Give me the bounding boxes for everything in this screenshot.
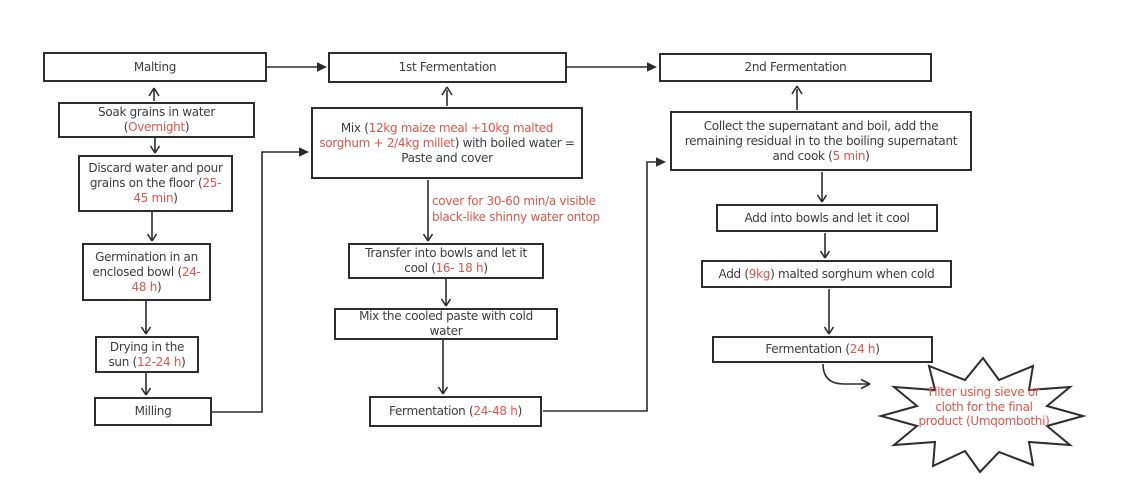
arrow-fermentation24-to-starburst (823, 364, 870, 389)
flow-box-germination (82, 243, 211, 301)
flow-box-1st-fermentation-label: 1st Fermentation (398, 60, 497, 74)
flow-box-drying-label: Drying in the sun (12-24 h) (108, 339, 186, 369)
flow-box-2nd-fermentation-label: 2nd Fermentation (744, 60, 847, 74)
flow-box-fermentation-24-label: Fermentation (24 h) (765, 342, 880, 356)
flow-box-2nd-fermentation (659, 53, 932, 82)
arrow-collect-to-addbowls (818, 172, 827, 202)
flow-box-soak-grains-label: Soak grains in water (Overnight) (98, 105, 215, 134)
arrow-collect-to-2nd-fermentation (792, 86, 802, 110)
flow-box-germination-label: Germination in an enclosed bowl (24-48 h) (92, 249, 201, 294)
arrow-soak-to-malting (149, 88, 159, 101)
arrow-germination-to-drying (142, 301, 151, 334)
flow-box-milling (94, 397, 212, 426)
flow-box-fermentation-24 (712, 336, 933, 363)
flow-box-mix-cooled-paste-label: Mix the cooled paste with cold water (359, 309, 533, 338)
arrow-drying-to-milling (142, 373, 151, 395)
flow-box-fermentation-24-48-label: Fermentation (24-48 h) (389, 404, 522, 418)
arrow-add9kg-to-fermentation24 (825, 289, 834, 334)
flow-box-add-9kg-sorghum-label: Add (9kg) malted sorghum when cold (718, 266, 935, 281)
flow-box-malting-label: Malting (133, 59, 177, 74)
flow-box-discard-water (78, 155, 233, 212)
flow-box-add-9kg-sorghum (701, 260, 952, 288)
flow-box-soak-grains (58, 102, 255, 138)
flow-box-malting (43, 52, 267, 82)
arrow-1st-to-2nd-fermentation (567, 62, 657, 71)
flow-box-transfer-bowls (348, 243, 544, 279)
arrow-malting-to-1st-fermentation (267, 62, 327, 71)
flow-box-collect-supernatant (670, 111, 972, 171)
arrow-discard-to-germination (148, 212, 157, 241)
arrow-addbowls-to-add9kg (821, 233, 830, 258)
arrow-mix-to-1st-fermentation (442, 87, 452, 106)
flow-box-collect-supernatant-label: Collect the supernatant and boil, add the remaining residual in to the boiling supernatant and cook (5 min) (684, 118, 958, 163)
flow-box-mix-paste-label: Mix (12kg maize meal +10kg malted sorghum + 2/4kg millet) with boiled water = Paste and cover (319, 120, 575, 165)
flow-box-discard-water-label: Discard water and pour grains on the floor (25-45 min) (88, 161, 223, 205)
flow-box-add-into-bowls (716, 204, 938, 232)
flow-box-mix-cooled-paste (334, 308, 558, 340)
arrow-transfer-to-mixcold (442, 279, 451, 306)
flow-box-milling-label: Milling (134, 404, 172, 418)
arrow-soak-to-discard (151, 138, 160, 153)
flow-box-transfer-bowls-label: Transfer into bowls and let it cool (16- 18 h) (365, 246, 527, 275)
starburst-final-product-label: Filter using sieve or cloth for the final product (Umqombothi) (918, 385, 1050, 429)
flow-box-1st-fermentation (328, 52, 567, 83)
flow-box-add-into-bowls-label: Add into bowls and let it cool (744, 210, 910, 225)
annotation-cover-note: cover for 30-60 min/a visible black-like shinny water ontop (432, 194, 600, 224)
flow-box-fermentation-24-48 (369, 396, 542, 427)
arrow-mixcold-to-fermentation (439, 340, 448, 394)
flow-box-mix-paste (311, 107, 583, 179)
flow-box-drying (95, 336, 199, 373)
